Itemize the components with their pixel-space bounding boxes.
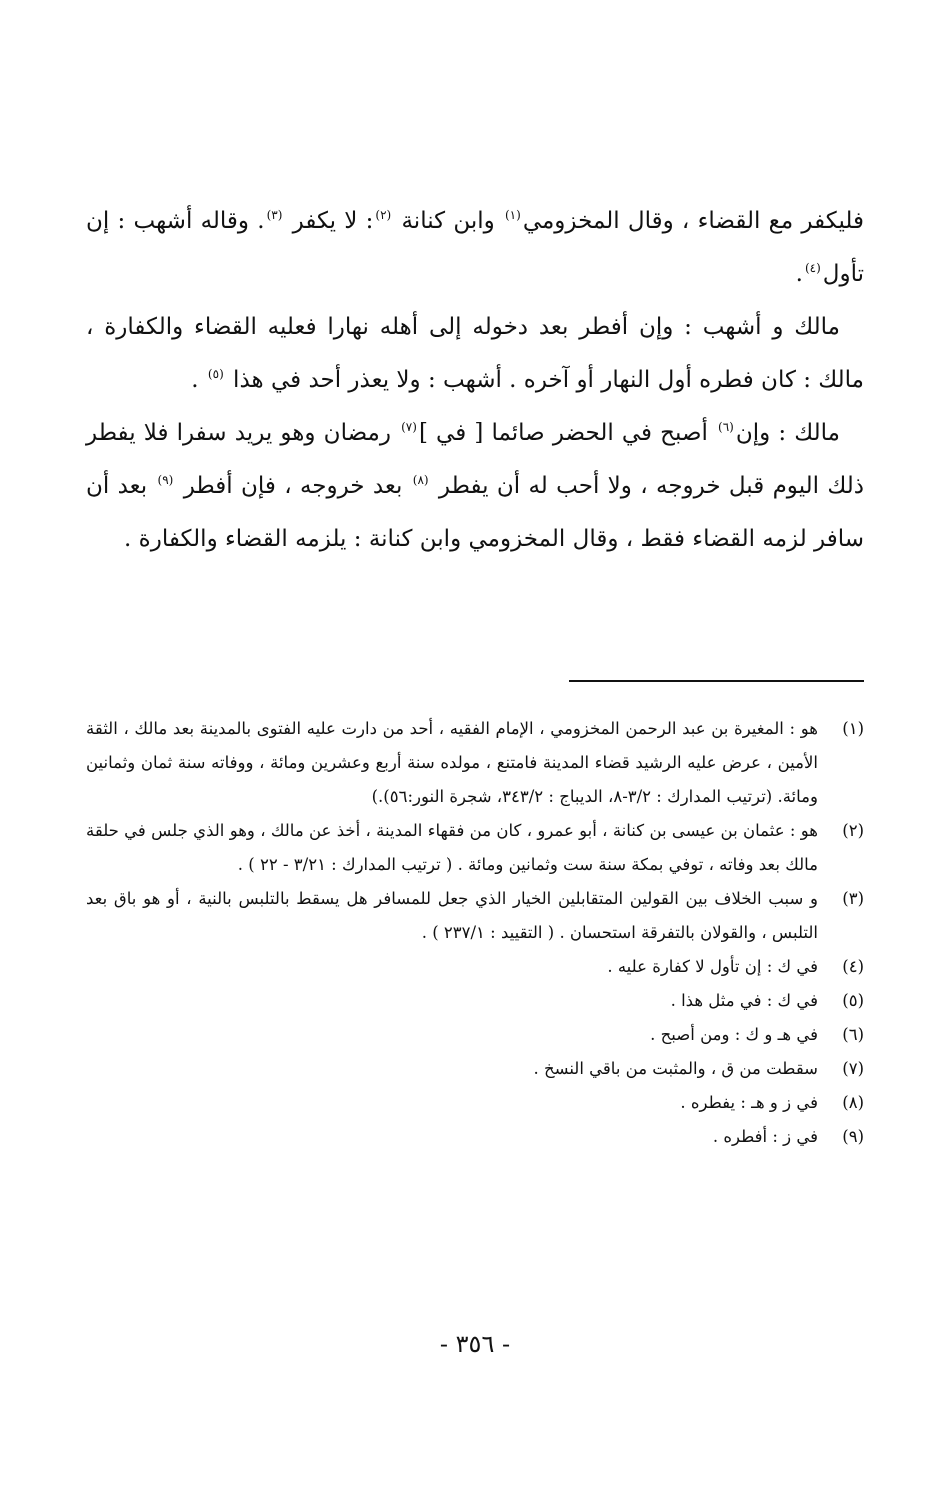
text-span: مالك : وإن — [735, 420, 840, 446]
footnote-number: (٢) — [842, 821, 864, 840]
main-text — [86, 195, 864, 566]
text-span: أصبح في الحضر صائما [ في ] — [418, 420, 717, 446]
footnote-4 — [86, 950, 864, 984]
footnote-text: و سبب الخلاف بين القولين المتقابلين الخيار الذي جعل للمسافر هل يسقط بالتلبس بالنية ، أو هو باق بعد التلبس ، والقولان بالتفرقة استحسان . ( التقييد : ٢٣٧/١ ) . — [86, 889, 818, 942]
footnote-number: (٣) — [842, 889, 864, 908]
footnote-ref-6[interactable]: (٦) — [718, 420, 734, 435]
footnote-6 — [86, 1018, 864, 1052]
footnote-text: في ك : إن تأول لا كفارة عليه . — [607, 957, 818, 976]
footnote-ref-9[interactable]: (٩) — [157, 473, 174, 488]
text-span: مالك و أشهب : وإن أفطر بعد دخوله إلى أهله نهارا فعليه القضاء والكفارة ، مالك : كان فطره أول النهار أو آخره . أشهب : ولا يعذر أحد في هذا — [86, 314, 864, 393]
footnote-ref-7[interactable]: (٧) — [401, 420, 417, 435]
footnote-ref-1[interactable]: (١) — [504, 208, 521, 223]
footnote-number: (٥) — [842, 991, 864, 1010]
footnote-text: هو : المغيرة بن عبد الرحمن المخزومي ، الإمام الفقيه ، أحد من دارت عليه الفتوى بالمدينة بعد مالك ، الثقة الأمين ، عرض عليه الرشيد قضاء المدينة فامتنع ، مولده سنة أربع وعشرين ومائة ، ووفاته سنة ثمان وثمانين ومائة. (ترتيب المدارك : ٣/٢-٨، الديباج : ٣٤٣/٢، شجرة النور:٥٦).) — [86, 719, 818, 806]
text-span: وابن كنانة — [393, 208, 503, 234]
text-span: . وقاله أشهب : إن تأول — [86, 208, 864, 287]
footnote-ref-2[interactable]: (٢) — [375, 208, 392, 223]
text-span: بعد أن سافر لزمه القضاء فقط ، وقال المخزومي وابن كنانة : يلزمه القضاء والكفارة . — [86, 473, 864, 552]
footnote-ref-8[interactable]: (٨) — [412, 473, 429, 488]
footnote-ref-5[interactable]: (٥) — [207, 367, 224, 382]
footnote-7 — [86, 1052, 864, 1086]
footnote-number: (٧) — [842, 1059, 864, 1078]
paragraph-3 — [86, 407, 864, 566]
text-span: . — [191, 367, 206, 393]
footnote-number: (١) — [842, 719, 864, 738]
footnote-separator — [569, 680, 864, 682]
page-number: - ٣٥٦ - — [439, 1330, 511, 1358]
footnote-number: (٦) — [842, 1025, 864, 1044]
footnote-1 — [86, 712, 864, 814]
footnote-ref-4[interactable]: (٤) — [804, 261, 821, 276]
footnote-text: في هـ و ك : ومن أصبح . — [650, 1025, 818, 1044]
footnote-5 — [86, 984, 864, 1018]
footnote-number: (٤) — [842, 957, 864, 976]
footnote-3 — [86, 882, 864, 950]
text-span: : لا يكفر — [284, 208, 374, 234]
footnote-text: في ك : في مثل هذا . — [670, 991, 818, 1010]
text-span: بعد خروجه ، فإن أفطر — [175, 473, 411, 499]
text-span: فليكفر مع القضاء ، وقال المخزومي — [522, 208, 864, 234]
footnote-text: هو : عثمان بن عيسى بن كنانة ، أبو عمرو ، كان من فقهاء المدينة ، أخذ عن مالك ، وهو الذي جلس في حلقة مالك بعد وفاته ، توفي بمكة سنة ست وثمانين ومائة . ( ترتيب المدارك : ٣/٢١ - ٢٢ ) . — [86, 821, 818, 874]
footnote-number: (٩) — [842, 1127, 864, 1146]
footnote-text: سقطت من ق ، والمثبت من باقي النسخ . — [533, 1059, 818, 1078]
footnote-text: في ز : أفطره . — [712, 1127, 818, 1146]
paragraph-1 — [86, 195, 864, 301]
footnote-number: (٨) — [842, 1093, 864, 1112]
paragraph-2 — [86, 301, 864, 407]
footnotes — [86, 712, 864, 1154]
footnote-text: في ز و هـ : يفطره . — [680, 1093, 818, 1112]
text-span: رمضان وهو يريد سفرا فلا يفطر ذلك اليوم قبل خروجه ، ولا أحب له أن يفطر — [86, 420, 864, 499]
footnote-ref-3[interactable]: (٣) — [266, 208, 283, 223]
text-span: . — [795, 261, 803, 287]
footnote-2 — [86, 814, 864, 882]
footnote-9 — [86, 1120, 864, 1154]
footnote-8 — [86, 1086, 864, 1120]
